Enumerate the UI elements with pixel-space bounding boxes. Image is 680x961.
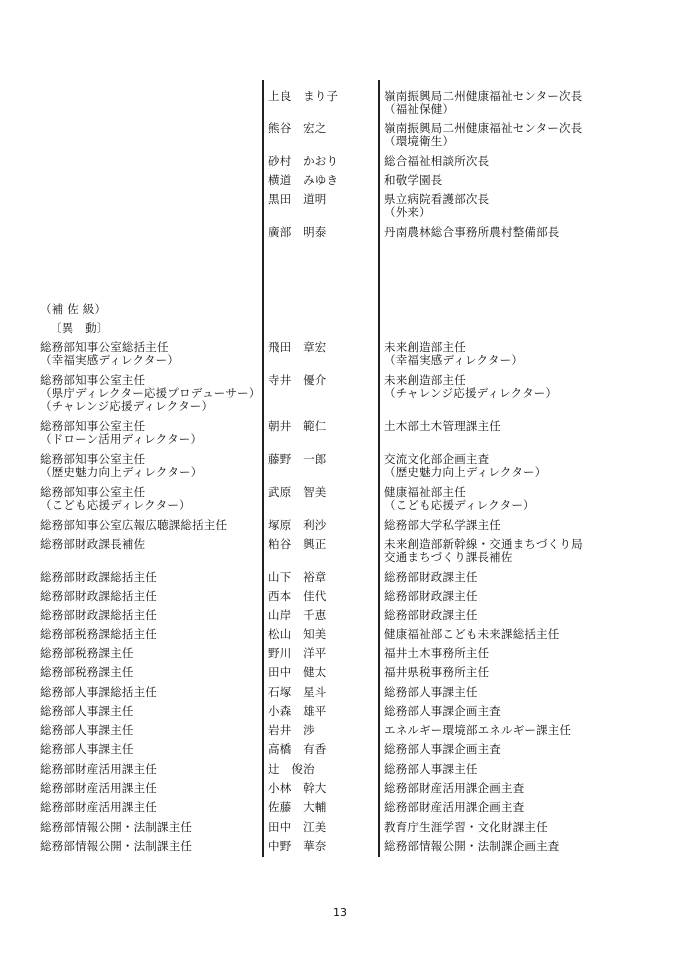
person-name: 岩井 渉 <box>268 723 315 737</box>
prev-post: 総務部財政課主任 <box>384 570 478 584</box>
prev-post: エネルギー環境部エネルギー課主任 <box>384 723 572 737</box>
prev-post: （こども応援ディレクター） <box>384 498 535 512</box>
new-post: 総務部知事公室主任 <box>40 452 146 466</box>
new-post: 総務部財政課長補佐 <box>40 537 146 551</box>
person-name: 粕谷 興正 <box>268 537 327 551</box>
new-post: 総務部知事公室主任 <box>40 373 146 387</box>
top-prev-post: 和敬学園長 <box>384 173 443 187</box>
top-prev-post: 総合福祉相談所次長 <box>384 154 490 168</box>
top-name: 熊谷 宏之 <box>268 121 327 135</box>
person-name: 寺井 優介 <box>268 373 327 387</box>
section-title: （補 佐 級） <box>40 302 107 316</box>
new-post: 総務部情報公開・法制課主任 <box>40 839 193 853</box>
new-post: 総務部税務課主任 <box>40 646 134 660</box>
new-post: 総務部財政課総括主任 <box>40 589 157 603</box>
subsection-title: 〔異 動〕 <box>50 321 109 335</box>
person-name: 小森 雄平 <box>268 704 327 718</box>
prev-post: 総務部人事課企画主査 <box>384 704 501 718</box>
new-post: 総務部情報公開・法制課主任 <box>40 820 193 834</box>
new-post: 総務部財産活用課主任 <box>40 781 157 795</box>
person-name: 藤野 一郎 <box>268 452 327 466</box>
prev-post: 土木部土木管理課主任 <box>384 419 501 433</box>
new-post: 総務部財産活用課主任 <box>40 800 157 814</box>
top-prev-post: 嶺南振興局二州健康福祉センター次長 <box>384 121 583 135</box>
new-post: （チャレンジ応援ディレクター） <box>40 399 214 413</box>
person-name: 石塚 星斗 <box>268 685 327 699</box>
prev-post: 交流文化部企画主査 <box>384 452 490 466</box>
top-name: 廣部 明泰 <box>268 225 327 239</box>
prev-post: 総務部財産活用課企画主査 <box>384 800 525 814</box>
new-post: 総務部財政課総括主任 <box>40 570 157 584</box>
prev-post: 総務部財政課主任 <box>384 608 478 622</box>
page-number: 13 <box>333 906 347 919</box>
top-prev-post: （外来） <box>384 205 431 219</box>
person-name: 中野 華奈 <box>268 839 327 853</box>
new-post: 総務部人事課総括主任 <box>40 685 157 699</box>
new-post: 総務部税務課主任 <box>40 665 134 679</box>
new-post: 総務部知事公室主任 <box>40 419 146 433</box>
prev-post: （チャレンジ応援ディレクター） <box>384 386 558 400</box>
person-name: 辻 俊治 <box>268 762 315 776</box>
person-name: 武原 智美 <box>268 485 327 499</box>
new-post: 総務部知事公室広報広聴課総括主任 <box>40 518 228 532</box>
prev-post: 福井土木事務所主任 <box>384 646 490 660</box>
person-name: 小林 幹大 <box>268 781 327 795</box>
prev-post: （歴史魅力向上ディレクター） <box>384 465 547 479</box>
person-name: 高橋 有香 <box>268 742 327 756</box>
prev-post: 福井県税事務所主任 <box>384 665 490 679</box>
new-post: 総務部財政課総括主任 <box>40 608 157 622</box>
person-name: 松山 知美 <box>268 627 327 641</box>
prev-post: 総務部人事課企画主査 <box>384 742 501 756</box>
prev-post: 教育庁生涯学習・文化財課主任 <box>384 820 548 834</box>
person-name: 山岸 千恵 <box>268 608 327 622</box>
prev-post: 総務部情報公開・法制課企画主査 <box>384 839 560 853</box>
person-name: 飛田 章宏 <box>268 340 327 354</box>
new-post: （幸福実感ディレクター） <box>40 353 180 367</box>
person-name: 朝井 範仁 <box>268 419 327 433</box>
person-name: 山下 裕章 <box>268 570 327 584</box>
new-post: （ドローン活用ディレクター） <box>40 432 203 446</box>
prev-post: 未来創造部主任 <box>384 373 466 387</box>
prev-post: 未来創造部新幹線・交通まちづくり局 <box>384 537 583 551</box>
prev-post: 総務部人事課主任 <box>384 685 478 699</box>
person-name: 塚原 利沙 <box>268 518 327 532</box>
person-name: 西本 佳代 <box>268 589 327 603</box>
new-post: 総務部財産活用課主任 <box>40 762 157 776</box>
new-post: 総務部知事公室総括主任 <box>40 340 169 354</box>
top-prev-post: 丹南農林総合事務所農村整備部長 <box>384 225 560 239</box>
prev-post: 総務部人事課主任 <box>384 762 478 776</box>
new-post: （県庁ディレクター応援プロデューサー） <box>40 386 261 400</box>
new-post: 総務部税務課総括主任 <box>40 627 157 641</box>
new-post: （歴史魅力向上ディレクター） <box>40 465 203 479</box>
prev-post: 総務部財政課主任 <box>384 589 478 603</box>
column-divider-left <box>262 80 264 857</box>
column-divider-right <box>378 80 380 857</box>
new-post: 総務部人事課主任 <box>40 742 134 756</box>
new-post: 総務部人事課主任 <box>40 704 134 718</box>
person-name: 佐藤 大輔 <box>268 800 327 814</box>
prev-post: 総務部大学私学課主任 <box>384 518 501 532</box>
person-name: 田中 健太 <box>268 665 327 679</box>
top-name: 砂村 かおり <box>268 154 339 168</box>
prev-post: 交通まちづくり課長補佐 <box>384 550 513 564</box>
prev-post: 総務部財産活用課企画主査 <box>384 781 525 795</box>
top-name: 横道 みゆき <box>268 173 339 187</box>
new-post: 総務部人事課主任 <box>40 723 134 737</box>
top-prev-post: （環境衛生） <box>384 134 455 148</box>
person-name: 田中 江美 <box>268 820 327 834</box>
top-name: 黒田 道明 <box>268 192 327 206</box>
new-post: （こども応援ディレクター） <box>40 498 191 512</box>
top-name: 上良 まり子 <box>268 89 339 103</box>
person-name: 野川 洋平 <box>268 646 327 660</box>
top-prev-post: （福祉保健） <box>384 102 455 116</box>
prev-post: 健康福祉部こども未来課総括主任 <box>384 627 560 641</box>
top-prev-post: 嶺南振興局二州健康福祉センター次長 <box>384 89 583 103</box>
prev-post: 未来創造部主任 <box>384 340 466 354</box>
top-prev-post: 県立病院看護部次長 <box>384 192 490 206</box>
prev-post: 健康福祉部主任 <box>384 485 466 499</box>
new-post: 総務部知事公室主任 <box>40 485 146 499</box>
prev-post: （幸福実感ディレクター） <box>384 353 524 367</box>
